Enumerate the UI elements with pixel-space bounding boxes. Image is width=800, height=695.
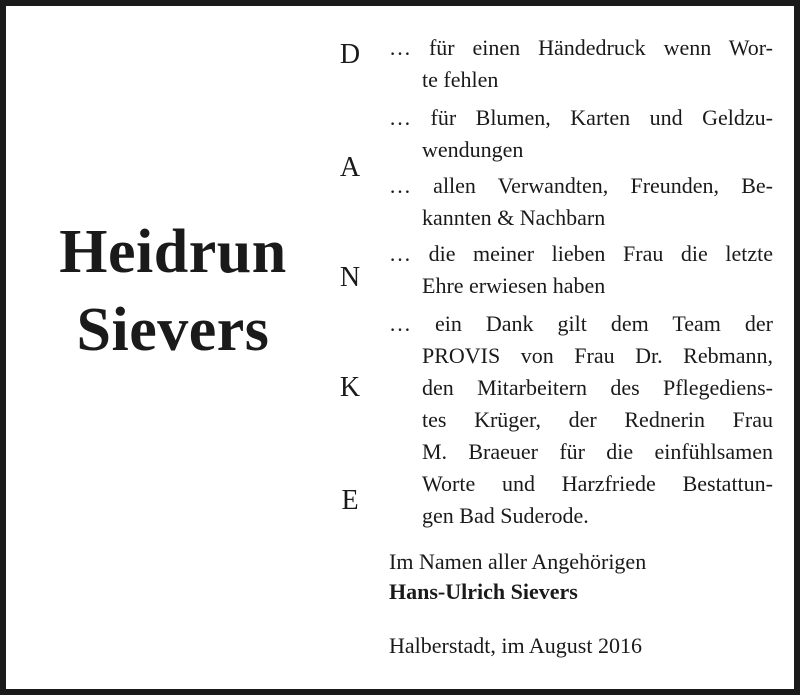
danke-letter-d: D	[339, 39, 361, 70]
thanks-line: … die meiner lieben Frau die letzte	[389, 241, 773, 266]
signer-name: Hans-Ulrich Sievers	[389, 579, 578, 604]
deceased-last-name: Sievers	[76, 296, 270, 364]
thanks-line: Ehre erwiesen haben	[422, 273, 606, 298]
danke-letter-a: A	[339, 152, 361, 183]
thanks-line: gen Bad Suderode.	[422, 503, 589, 528]
thanks-line: … allen Verwandten, Freunden, Be-	[389, 173, 773, 198]
thanks-line: kannten & Nachbarn	[422, 205, 606, 230]
danke-letter-k: K	[339, 372, 361, 403]
thanks-line: PROVIS von Frau Dr. Rebmann,	[422, 343, 773, 368]
danke-letter-n: N	[339, 262, 361, 293]
danke-letter-e: E	[341, 485, 359, 516]
thanks-line: tes Krüger, der Rednerin Frau	[422, 407, 773, 432]
on-behalf-text: Im Namen aller Angehörigen	[389, 549, 647, 574]
thanks-line: Worte und Harzfriede Bestattun-	[422, 471, 773, 496]
thanks-item-flowers	[389, 102, 773, 166]
thanks-item-handshake	[389, 32, 773, 96]
deceased-first-name: Heidrun	[59, 218, 287, 286]
thanks-line: den Mitarbeitern des Pflegediens-	[422, 375, 773, 400]
thanks-item-team	[389, 308, 773, 532]
thanks-line: te fehlen	[422, 67, 499, 92]
thanks-line: M. Braeuer für die einfühlsamen	[422, 439, 773, 464]
thanks-line: … ein Dank gilt dem Team der	[389, 311, 773, 336]
thanks-line: wendungen	[422, 137, 524, 162]
thanks-item-last-honour	[389, 238, 773, 302]
thanks-line: … für einen Händedruck wenn Wor-	[389, 35, 773, 60]
thanks-item-relatives	[389, 170, 773, 234]
place-date: Halberstadt, im August 2016	[389, 633, 642, 658]
thanks-line: … für Blumen, Karten und Geldzu-	[389, 105, 773, 130]
